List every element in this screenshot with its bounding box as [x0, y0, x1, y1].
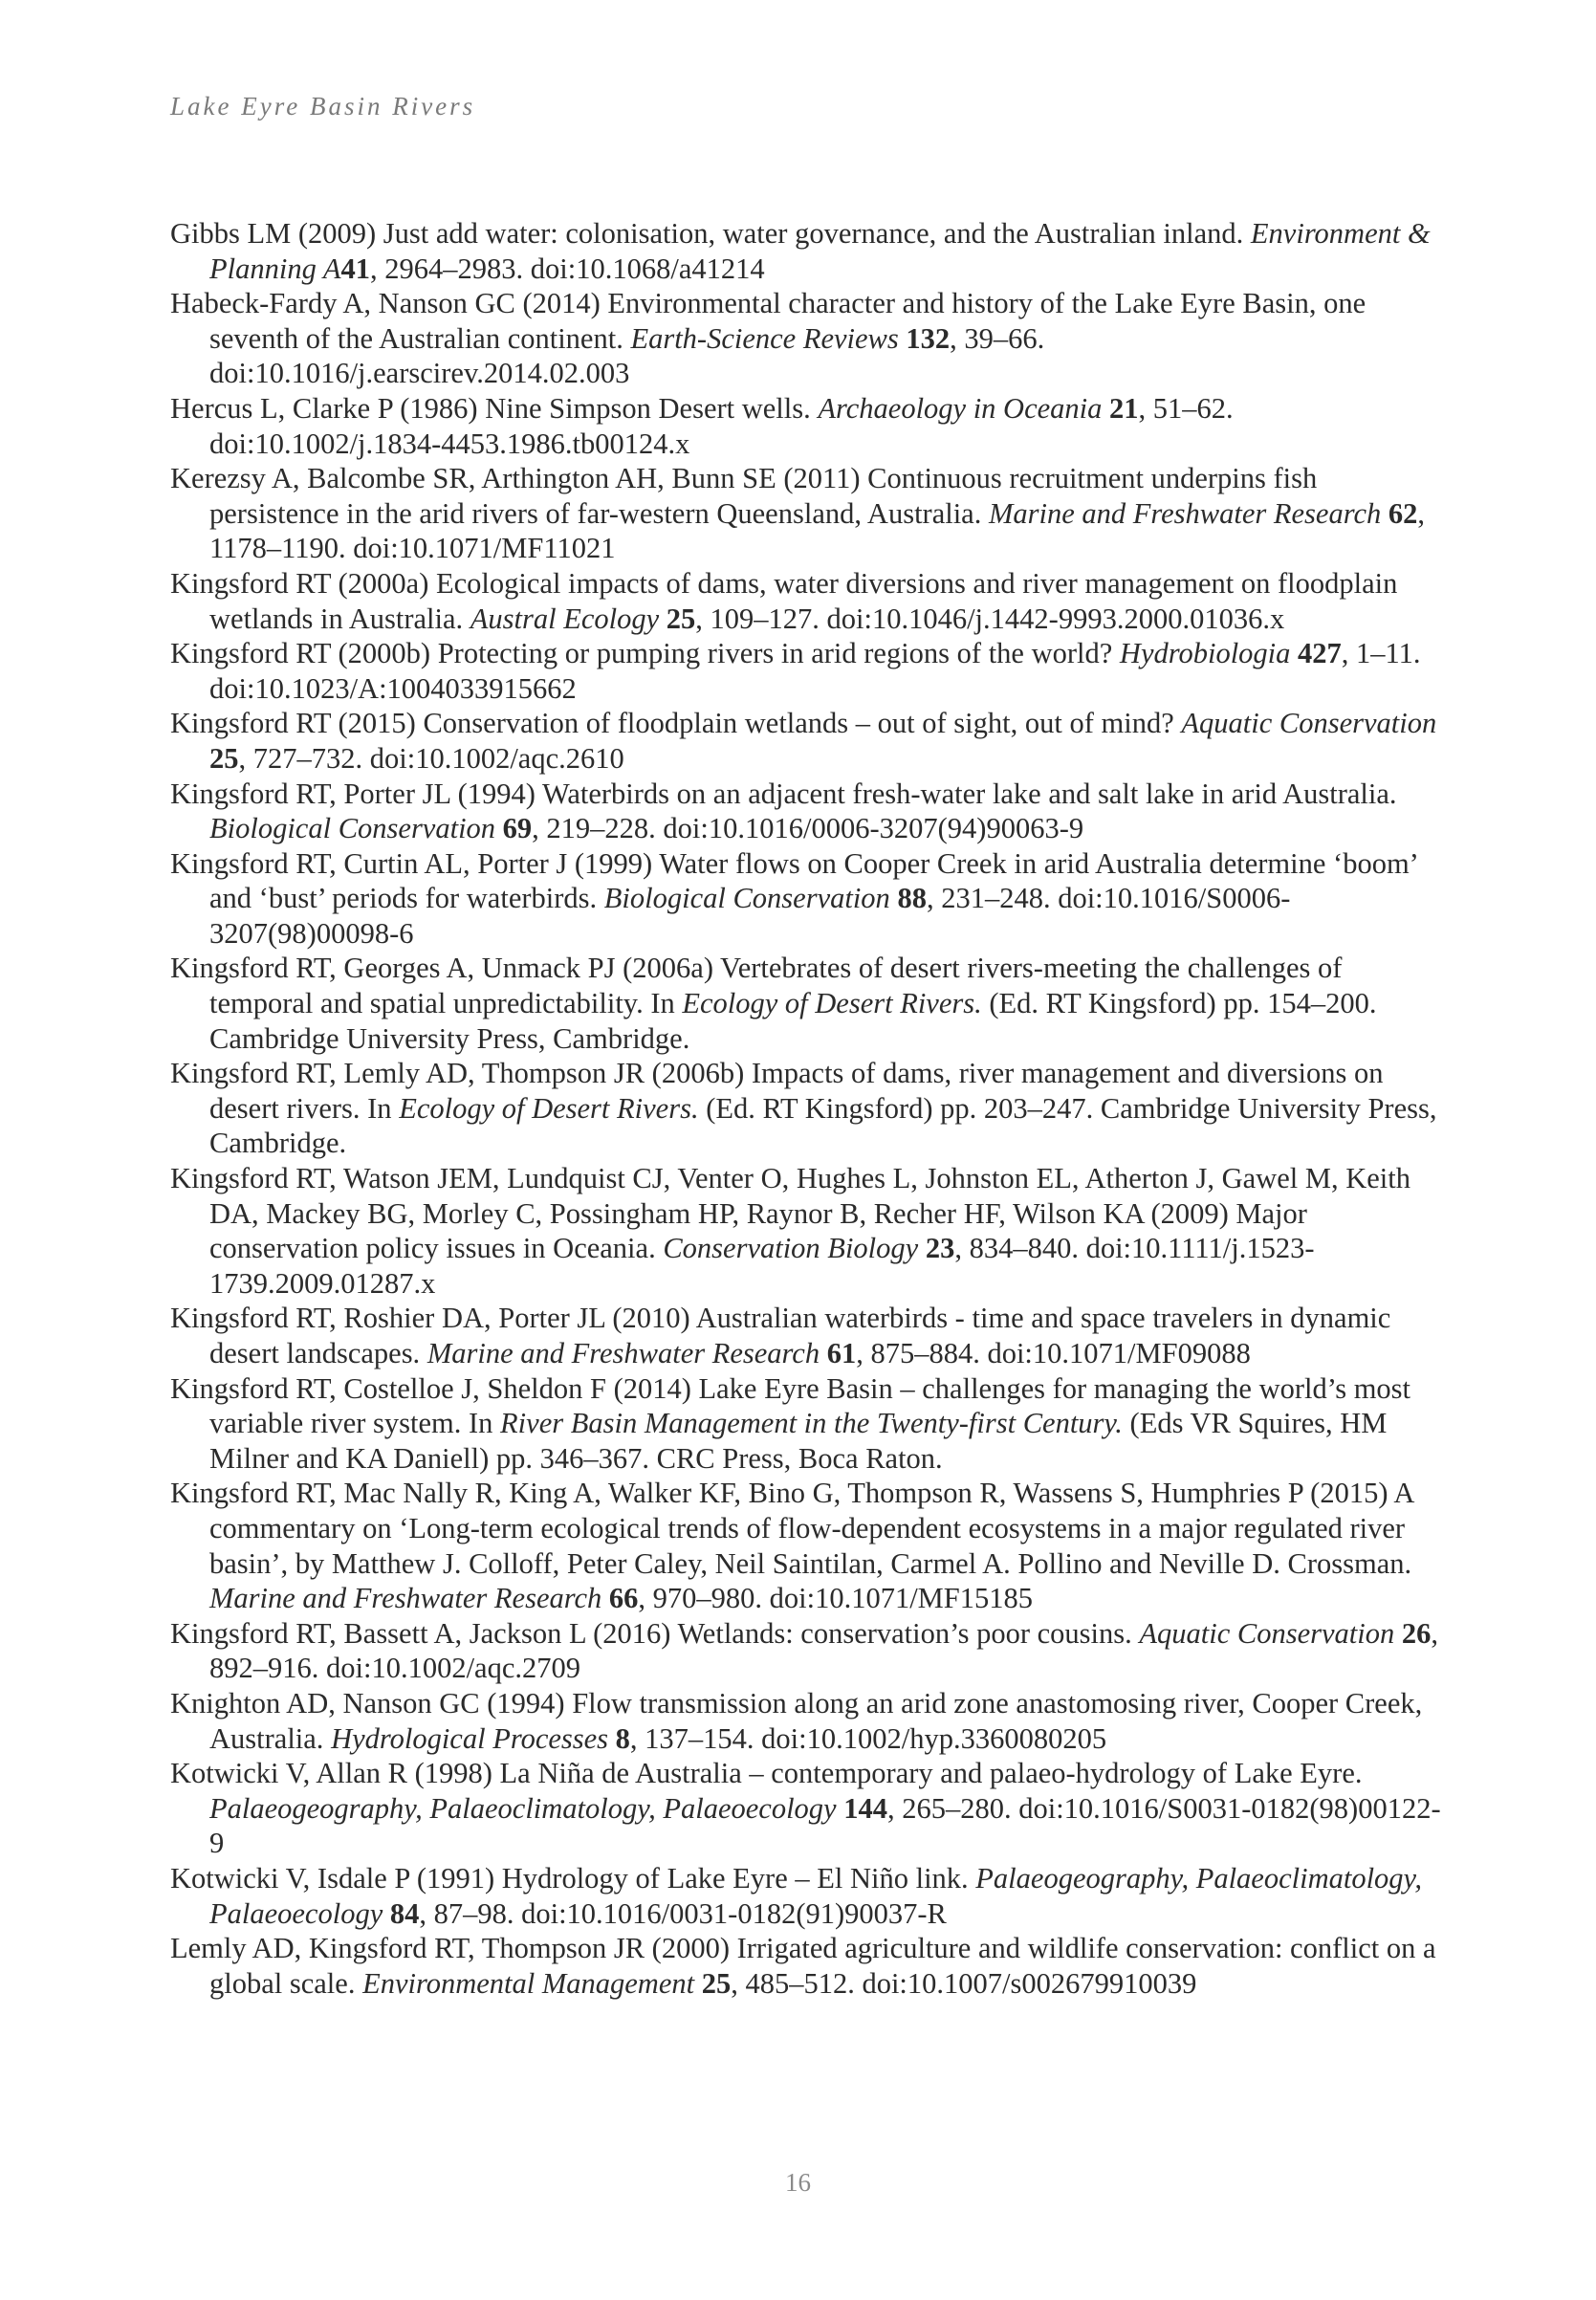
reference-item	[170, 1476, 1444, 1615]
reference-list	[170, 216, 1444, 2001]
reference-book-title: Ecology of Desert Rivers.	[399, 1091, 699, 1125]
reference-volume: 25	[209, 741, 239, 775]
reference-book-title: Ecology of Desert Rivers.	[682, 987, 982, 1020]
reference-pages-doi: , 231–248. doi:10.1016/S0006-3207(98)00098-6	[209, 882, 1291, 950]
reference-body: Kingsford RT, Watson JEM, Lundquist CJ, Venter O, Hughes L, Johnston EL, Atherton J, Gawel M, Keith DA, Mackey BG, Morley C, Possingham HP, Raynor B, Recher HF, Wilson KA (2009) Major conservation policy issues in Oceania.	[170, 1162, 1410, 1265]
reference-body: Knighton AD, Nanson GC (1994) Flow transmission along an arid zone anastomosing river, Cooper Creek, Australia.	[170, 1686, 1423, 1755]
reference-body: Kotwicki V, Allan R (1998) La Niña de Australia – contemporary and palaeo-hydrology of Lake Eyre.	[170, 1757, 1363, 1790]
reference-journal: Marine and Freshwater Research	[209, 1582, 602, 1615]
reference-body: Kingsford RT, Georges A, Unmack PJ (2006a) Vertebrates of desert rivers-meeting the challenges of temporal and spatial unpredictability. In	[170, 952, 1343, 1020]
running-title: Lake Eyre Basin Rivers	[170, 92, 476, 120]
reference-pages-doi: , 137–154. doi:10.1002/hyp.3360080205	[629, 1721, 1107, 1755]
reference-volume: 61	[826, 1337, 857, 1369]
reference-volume: 132	[906, 321, 951, 355]
reference-item	[170, 1931, 1444, 2001]
reference-volume: 23	[925, 1232, 955, 1265]
reference-volume: 21	[1109, 391, 1139, 425]
reference-volume: 84	[389, 1896, 420, 1930]
reference-journal: Austral Ecology	[470, 602, 660, 635]
reference-body: Kingsford RT, Lemly AD, Thompson JR (2006b) Impacts of dams, river management and diversions on desert rivers. In	[170, 1057, 1384, 1125]
reference-pages-doi: , 875–884. doi:10.1071/MF09088	[856, 1337, 1251, 1369]
reference-journal: Marine and Freshwater Research	[426, 1337, 820, 1369]
reference-journal: Palaeogeography, Palaeoclimatology, Palaeoecology	[209, 1861, 1423, 1930]
reference-body: Kingsford RT (2000a) Ecological impacts of dams, water diversions and river management on floodplain wetlands in Australia.	[170, 566, 1398, 635]
reference-item	[170, 1371, 1444, 1477]
reference-pages-doi: , 2964–2983. doi:10.1068/a41214	[370, 252, 765, 285]
reference-body: Kotwicki V, Isdale P (1991) Hydrology of Lake Eyre – El Niño link.	[170, 1861, 976, 1895]
reference-item	[170, 777, 1444, 846]
reference-journal: Marine and Freshwater Research	[988, 496, 1382, 530]
reference-body: Kingsford RT, Mac Nally R, King A, Walker KF, Bino G, Thompson R, Wassens S, Humphries P (2015) A commentary on ‘Long-term ecological trends of flow-dependent ecosystems in a major regulated river basin’, by Matthew J. Colloff, Peter Caley, Neil Saintilan, Carmel A. Pollino and Neville D. Crossman.	[170, 1477, 1413, 1580]
reference-body: Kingsford RT, Curtin AL, Porter J (1999) Water flows on Cooper Creek in arid Australia determine ‘boom’ and ‘bust’ periods for waterbirds.	[170, 846, 1417, 915]
reference-volume: 144	[843, 1791, 887, 1825]
reference-journal: Environment & Planning A	[209, 217, 1431, 285]
reference-journal: Biological Conservation	[209, 812, 496, 845]
reference-pages-doi: , 39–66. doi:10.1016/j.earscirev.2014.02.003	[209, 321, 1045, 390]
reference-item	[170, 461, 1444, 566]
reference-item	[170, 951, 1444, 1056]
reference-body: Kingsford RT, Bassett A, Jackson L (2016) Wetlands: conservation’s poor cousins.	[170, 1616, 1140, 1650]
reference-pages-doi: , 51–62. doi:10.1002/j.1834-4453.1986.tb00124.x	[209, 391, 1234, 460]
reference-item	[170, 391, 1444, 461]
reference-journal: Hydrological Processes	[331, 1721, 609, 1755]
reference-volume: 69	[502, 812, 533, 845]
reference-pages-doi: , 1–11. doi:10.1023/A:1004033915662	[209, 637, 1421, 705]
reference-pages-doi: , 834–840. doi:10.1111/j.1523-1739.2009.01287.x	[209, 1232, 1315, 1300]
reference-journal: Conservation Biology	[663, 1232, 919, 1265]
reference-journal: Aquatic Conservation	[1181, 707, 1437, 740]
page-number: 16	[785, 2168, 811, 2197]
reference-volume: 88	[897, 882, 927, 915]
reference-journal: Earth-Science Reviews	[630, 321, 899, 355]
reference-item	[170, 1616, 1444, 1686]
reference-pages-doi: , 109–127. doi:10.1046/j.1442-9993.2000.01036.x	[695, 602, 1285, 635]
reference-journal: Environmental Management	[362, 1966, 695, 2000]
reference-body: Kingsford RT, Porter JL (1994) Waterbirds on an adjacent fresh-water lake and salt lake in arid Australia.	[170, 777, 1397, 810]
reference-item	[170, 706, 1444, 776]
reference-item	[170, 1756, 1444, 1861]
reference-pages-doi: , 265–280. doi:10.1016/S0031-0182(98)00122-9	[209, 1791, 1441, 1860]
reference-item	[170, 566, 1444, 636]
reference-body: Kingsford RT (2015) Conservation of floodplain wetlands – out of sight, out of mind?	[170, 707, 1182, 740]
reference-volume: 62	[1388, 496, 1418, 530]
reference-item	[170, 1301, 1444, 1370]
reference-item	[170, 1056, 1444, 1161]
reference-pages-doi: , 892–916. doi:10.1002/aqc.2709	[209, 1616, 1438, 1685]
reference-body: Habeck-Fardy A, Nanson GC (2014) Environmental character and history of the Lake Eyre Basin, one seventh of the Australian continent.	[170, 287, 1366, 355]
reference-journal: Hydrobiologia	[1119, 637, 1291, 670]
reference-body: Kingsford RT (2000b) Protecting or pumping rivers in arid regions of the world?	[170, 637, 1120, 670]
reference-pages-doi: , 219–228. doi:10.1016/0006-3207(94)90063-9	[532, 812, 1084, 845]
reference-body: Lemly AD, Kingsford RT, Thompson JR (2000) Irrigated agriculture and wildlife conservation: conflict on a global scale.	[170, 1932, 1436, 2000]
reference-body: Hercus L, Clarke P (1986) Nine Simpson Desert wells.	[170, 391, 819, 425]
reference-body: Gibbs LM (2009) Just add water: colonisation, water governance, and the Australian inland.	[170, 217, 1251, 250]
reference-book-title: River Basin Management in the Twenty-first Century.	[500, 1407, 1123, 1440]
reference-journal: Biological Conservation	[603, 882, 890, 915]
reference-volume: 427	[1298, 637, 1342, 670]
reference-pages-doi: , 87–98. doi:10.1016/0031-0182(91)90037-R	[419, 1896, 947, 1930]
reference-pages-doi: , 970–980. doi:10.1071/MF15185	[638, 1582, 1034, 1615]
reference-item	[170, 216, 1444, 286]
reference-item	[170, 846, 1444, 952]
reference-item	[170, 1161, 1444, 1301]
reference-body: Kerezsy A, Balcombe SR, Arthington AH, Bunn SE (2011) Continuous recruitment underpins fish persistence in the arid rivers of far-western Queensland, Australia.	[170, 462, 1318, 530]
reference-volume: 41	[340, 252, 371, 285]
reference-item	[170, 1686, 1444, 1756]
reference-volume: 66	[608, 1582, 639, 1615]
reference-volume: 8	[615, 1721, 630, 1755]
reference-volume: 25	[666, 602, 696, 635]
reference-body: Kingsford RT, Costelloe J, Sheldon F (2014) Lake Eyre Basin – challenges for managing the world’s most variable river system. In	[170, 1371, 1411, 1440]
reference-item	[170, 636, 1444, 706]
reference-pages-doi: (Eds VR Squires, HM Milner and KA Daniell) pp. 346–367. CRC Press, Boca Raton.	[209, 1407, 1388, 1475]
reference-pages-doi: (Ed. RT Kingsford) pp. 154–200. Cambridge University Press, Cambridge.	[209, 987, 1377, 1055]
reference-journal: Palaeogeography, Palaeoclimatology, Palaeoecology	[209, 1791, 837, 1825]
reference-body: Kingsford RT, Roshier DA, Porter JL (2010) Australian waterbirds - time and space travelers in dynamic desert landscapes.	[170, 1302, 1391, 1369]
reference-pages-doi: , 727–732. doi:10.1002/aqc.2610	[238, 741, 624, 775]
reference-pages-doi: (Ed. RT Kingsford) pp. 203–247. Cambridge University Press, Cambridge.	[209, 1091, 1437, 1160]
reference-pages-doi: , 485–512. doi:10.1007/s002679910039	[731, 1966, 1197, 2000]
reference-volume: 25	[701, 1966, 732, 2000]
reference-pages-doi: , 1178–1190. doi:10.1071/MF11021	[209, 496, 1425, 565]
reference-volume: 26	[1401, 1616, 1432, 1650]
reference-journal: Aquatic Conservation	[1139, 1616, 1395, 1650]
reference-item	[170, 1861, 1444, 1931]
reference-journal: Archaeology in Oceania	[818, 391, 1103, 425]
reference-item	[170, 286, 1444, 391]
